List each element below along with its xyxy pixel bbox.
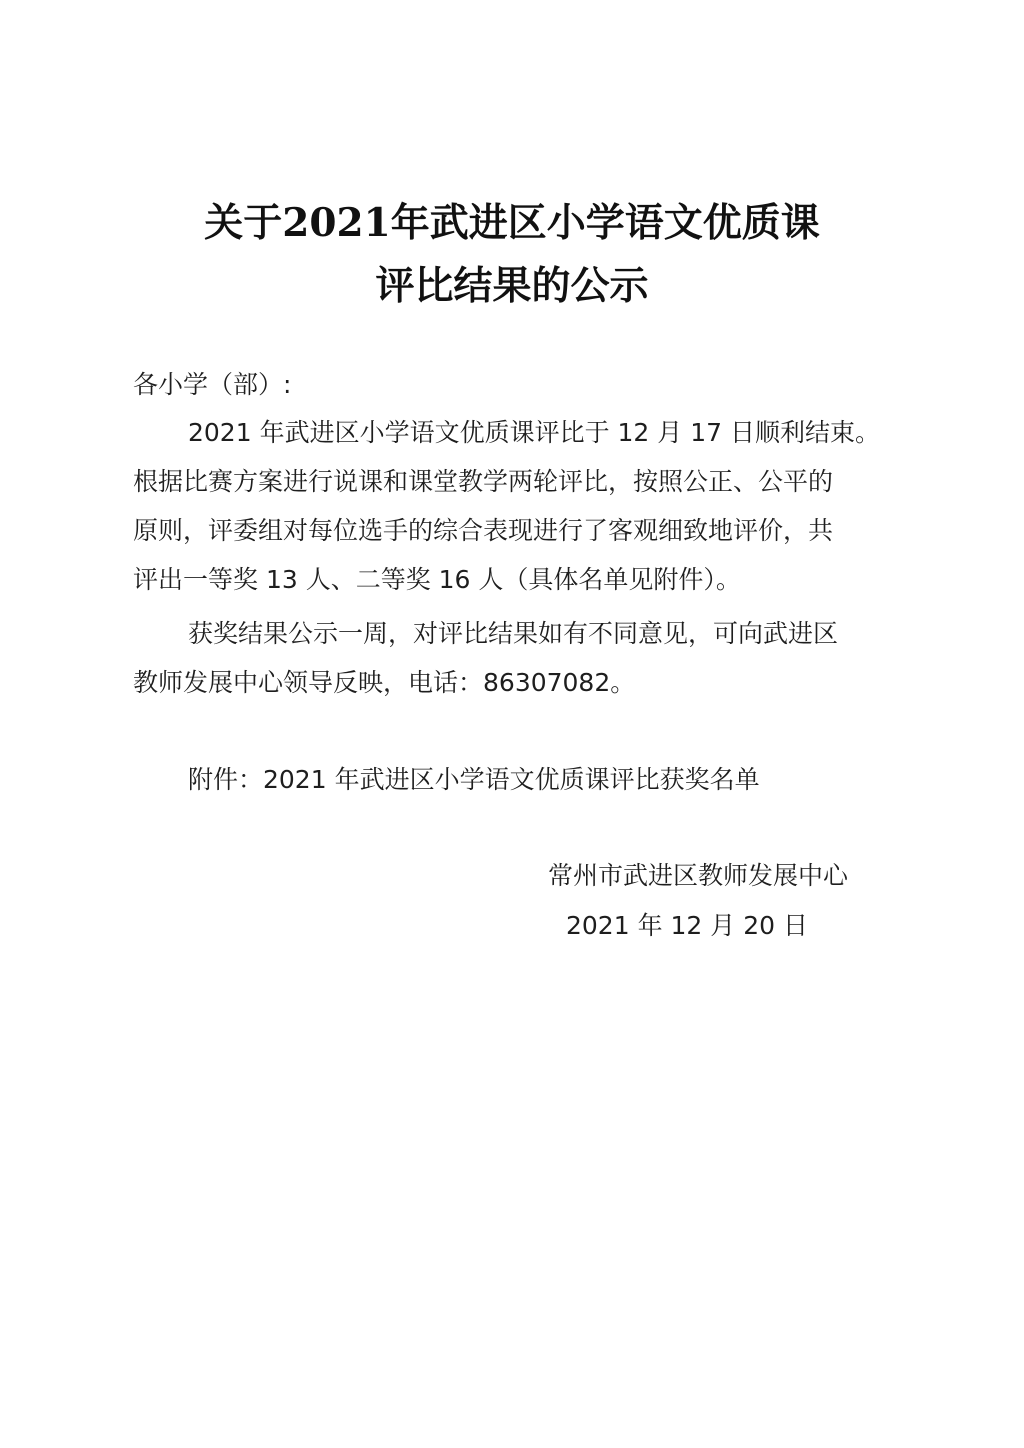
paragraph-line: 根据比赛方案进行说课和课堂教学两轮评比，按照公正、公平的: [133, 467, 834, 496]
salutation: 各小学（部）:: [133, 370, 292, 399]
document-title-line1: 关于2021年武进区小学语文优质课: [204, 200, 820, 246]
issuing-organization: 常州市武进区教师发展中心: [548, 861, 849, 890]
issue-date: 2021 年 12 月 20 日: [566, 911, 808, 940]
attachment-note: 附件：2021 年武进区小学语文优质课评比获奖名单: [188, 765, 760, 794]
paragraph-line: 2021 年武进区小学语文优质课评比于 12 月 17 日顺利结束。: [188, 418, 880, 447]
paragraph-line: 原则，评委组对每位选手的综合表现进行了客观细致地评价，共: [133, 516, 834, 545]
document-title-line2: 评比结果的公示: [375, 263, 649, 309]
paragraph-line: 评出一等奖 13 人、二等奖 16 人（具体名单见附件）。: [133, 565, 741, 594]
paragraph-line: 教师发展中心领导反映，电话：86307082。: [133, 668, 636, 697]
paragraph-line: 获奖结果公示一周，对评比结果如有不同意见，可向武进区: [188, 619, 839, 648]
